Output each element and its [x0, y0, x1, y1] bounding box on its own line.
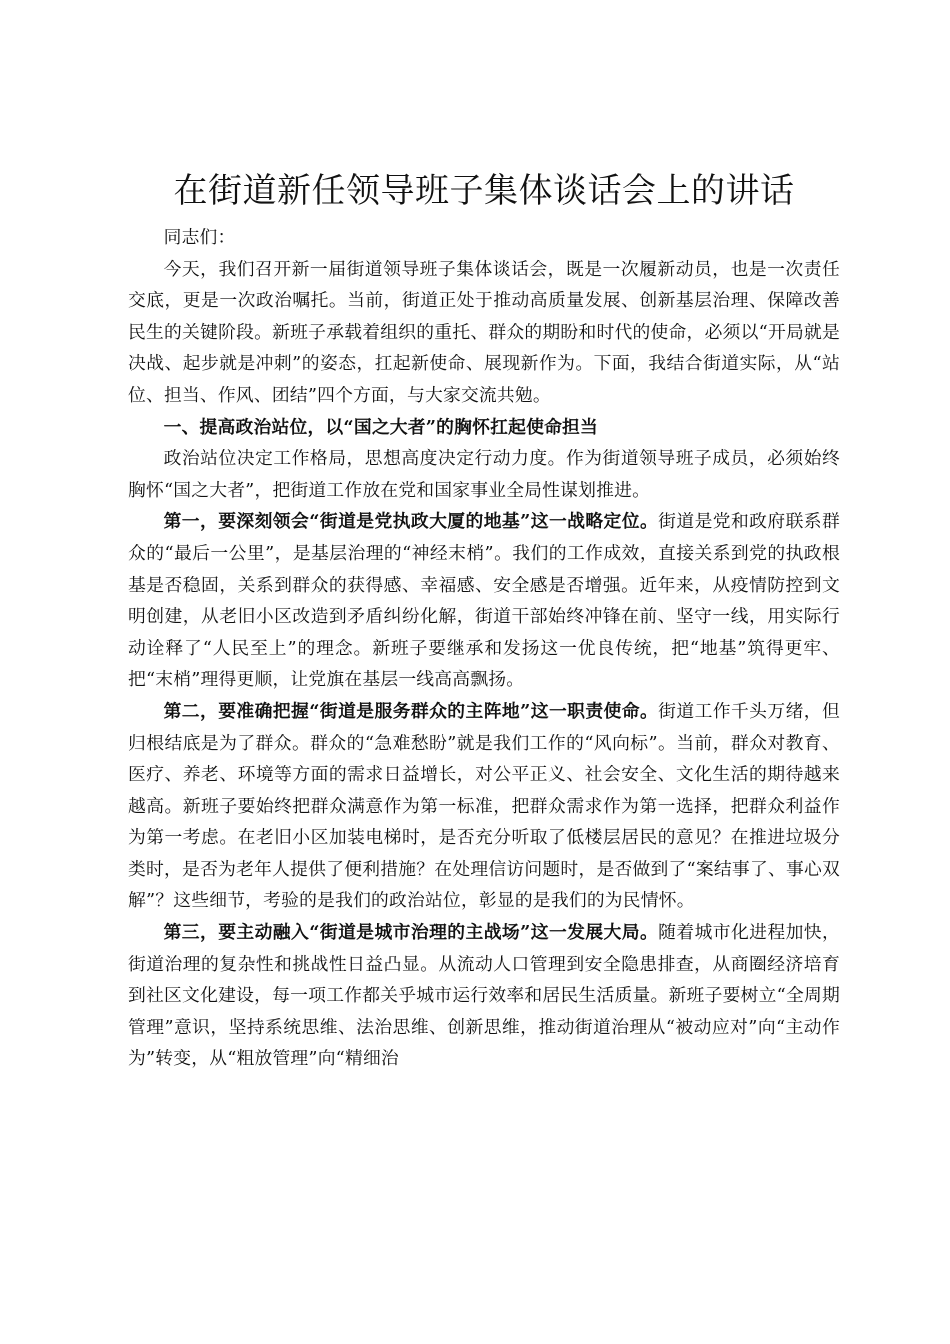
intro-paragraph: 今天，我们召开新一届街道领导班子集体谈话会，既是一次履新动员，也是一次责任交底，更是一次政治嘱托。当前，街道正处于推动高质量发展、创新基层治理、保障改善民生的关键阶段。新班子承载着组织的重托、群众的期盼和时代的使命，必须以“开局就是决战、起步就是冲刺”的姿态，扛起新使命、展现新作为。下面，我结合街道实际，从“站位、担当、作风、团结”四个方面，与大家交流共勉。: [128, 258, 840, 406]
salutation: 同志们：: [163, 227, 236, 248]
document-body: [128, 168, 840, 1075]
point-body: 随着城市化进程加快，街道治理的复杂性和挑战性日益凸显。从流动人口管理到安全隐患排查，从商圈经济培育到社区文化建设，每一项工作都关乎城市运行效率和居民生活质量。新班子要树立“全周期管理”意识，坚持系统思维、法治思维、创新思维，推动街道治理从“被动应对”向“主动作为”转变，从“粗放管理”向“精细治: [128, 922, 840, 1070]
point-lead: 第二，要准确把握“街道是服务群众的主阵地”这一职责使命。: [163, 700, 659, 722]
point-lead: 第三，要主动融入“街道是城市治理的主战场”这一发展大局。: [163, 922, 659, 944]
section-heading: 一、提高政治站位，以“国之大者”的胸怀扛起使命担当: [163, 416, 599, 438]
point-lead: 第一，要深刻领会“街道是党执政大厦的地基”这一战略定位。: [163, 511, 659, 533]
section-intro-paragraph: 政治站位决定工作格局，思想高度决定行动力度。作为街道领导班子成员，必须始终胸怀“国之大者”，把街道工作放在党和国家事业全局性谋划推进。: [128, 448, 840, 501]
point-paragraph: [128, 917, 840, 1075]
point-body: 街道工作千头万绪，但归根结底是为了群众。群众的“急难愁盼”就是我们工作的“风向标”。当前，群众对教育、医疗、养老、环境等方面的需求日益增长，对公平正义、社会安全、文化生活的期待越来越高。新班子要始终把群众满意作为第一标准，把群众需求作为第一选择，把群众利益作为第一考虑。在老旧小区加装电梯时，是否充分听取了低楼层居民的意见？在推进垃圾分类时，是否为老年人提供了便利措施？在处理信访问题时，是否做到了“案结事了、事心双解”？这些细节，考验的是我们的政治站位，彰显的是我们的为民情怀。: [128, 700, 840, 912]
document-title: 在街道新任领导班子集体谈话会上的讲话: [173, 171, 795, 211]
point-paragraph: [128, 506, 840, 696]
point-paragraph: [128, 696, 840, 917]
point-body: 街道是党和政府联系群众的“最后一公里”，是基层治理的“神经末梢”。我们的工作成效，直接关系到党的执政根基是否稳固，关系到群众的获得感、幸福感、安全感是否增强。近年来，从疫情防控到文明创建，从老旧小区改造到矛盾纠纷化解，街道干部始终冲锋在前、坚守一线，用实际行动诠释了“人民至上”的理念。新班子要继承和发扬这一优良传统，把“地基”筑得更牢、把“末梢”理得更顺，让党旗在基层一线高高飘扬。: [128, 511, 840, 691]
